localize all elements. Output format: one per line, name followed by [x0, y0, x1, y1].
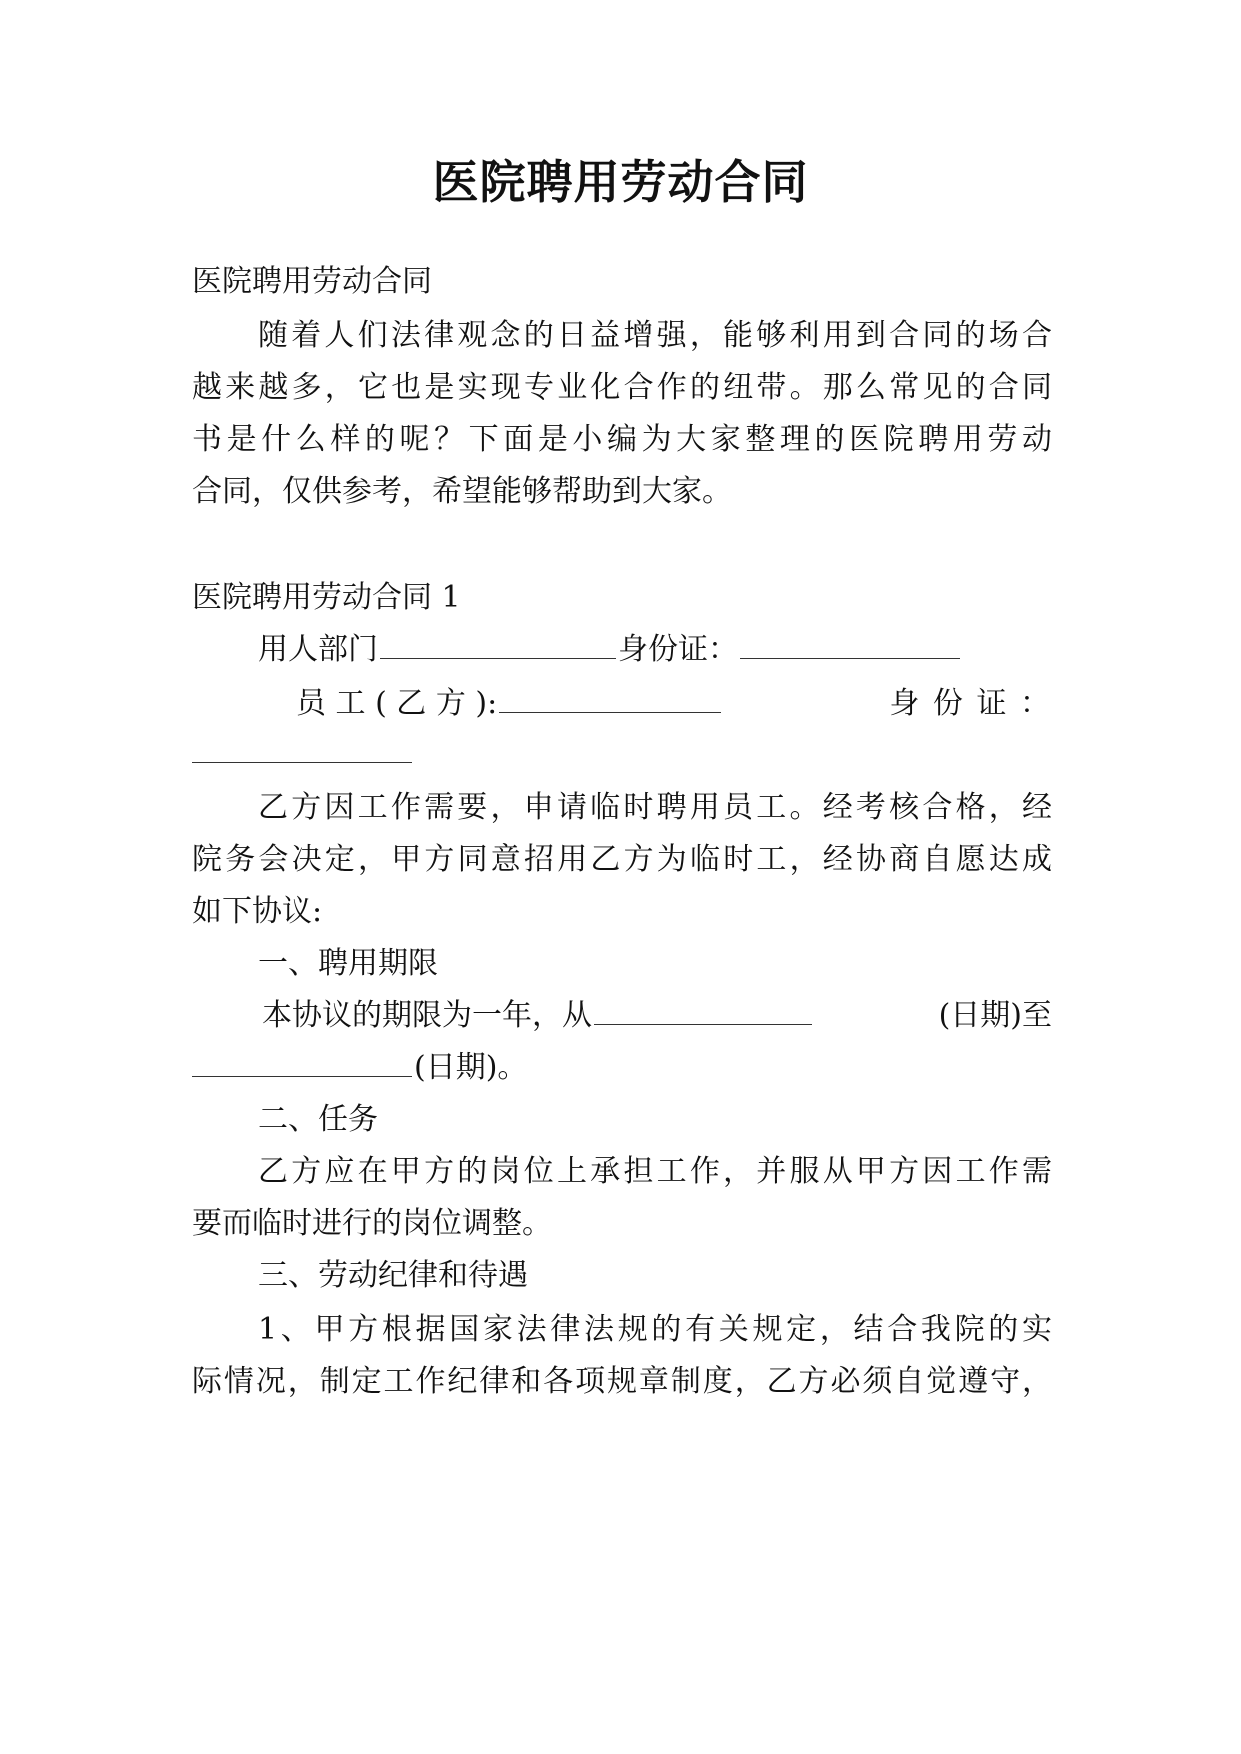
task-line-1: 乙方应在甲方的岗位上承担工作，并服从甲方因工作需 [258, 1154, 1052, 1189]
intro-line-2: 越来越多，它也是实现专业化合作的纽带。那么常见的合同 [192, 370, 1052, 405]
id-blank-2[interactable] [192, 734, 412, 763]
section-heading: 医院聘用劳动合同 1 [192, 580, 461, 615]
employee-blank[interactable] [499, 684, 721, 713]
intro-line-3: 书是什么样的呢？下面是小编为大家整理的医院聘用劳动 [192, 422, 1052, 457]
id-blank-row [192, 734, 1052, 774]
dept-blank[interactable] [380, 630, 616, 659]
agreement-line-2: 院务会决定，甲方同意招用乙方为临时工，经协商自愿达成 [192, 842, 1052, 877]
task-line-2: 要而临时进行的岗位调整。 [192, 1206, 552, 1241]
intro-line-4: 合同，仅供参考，希望能够帮助到大家。 [192, 474, 732, 509]
term-prefix: 本协议的期限为一年，从 [262, 998, 592, 1033]
intro-line-1: 随着人们法律观念的日益增强，能够利用到合同的场合 [258, 318, 1052, 353]
discipline-heading: 三、劳动纪律和待遇 [258, 1258, 528, 1293]
end-date-blank[interactable] [192, 1048, 412, 1077]
intro-heading: 医院聘用劳动合同 [192, 264, 432, 299]
id-blank-1[interactable] [740, 630, 960, 659]
agreement-line-3: 如下协议: [192, 894, 323, 929]
term-line-1 [262, 996, 1052, 1036]
id-label-2: 身 份 证 ： [889, 686, 1052, 721]
term-line-2 [192, 1048, 1052, 1088]
dept-label: 用人部门 [258, 632, 378, 667]
discipline-line-1: 1、甲方根据国家法律法规的有关规定，结合我院的实 [258, 1312, 1052, 1347]
term-suffix-1: (日期)至 [938, 998, 1052, 1033]
task-heading: 二、任务 [258, 1102, 378, 1137]
term-suffix-2: (日期)。 [414, 1050, 528, 1085]
term-heading: 一、聘用期限 [258, 946, 438, 981]
discipline-line-2: 际情况，制定工作纪律和各项规章制度，乙方必须自觉遵守， [192, 1364, 1052, 1399]
id-label-1: 身份证： [618, 632, 738, 667]
dept-field-row [258, 630, 1118, 670]
employee-field-row [296, 684, 1052, 724]
employee-label: 员 工 ( 乙 方 ): [296, 686, 498, 721]
document-title: 医院聘用劳动合同 [432, 155, 809, 209]
start-date-blank[interactable] [594, 996, 812, 1025]
agreement-line-1: 乙方因工作需要，申请临时聘用员工。经考核合格，经 [258, 790, 1052, 825]
